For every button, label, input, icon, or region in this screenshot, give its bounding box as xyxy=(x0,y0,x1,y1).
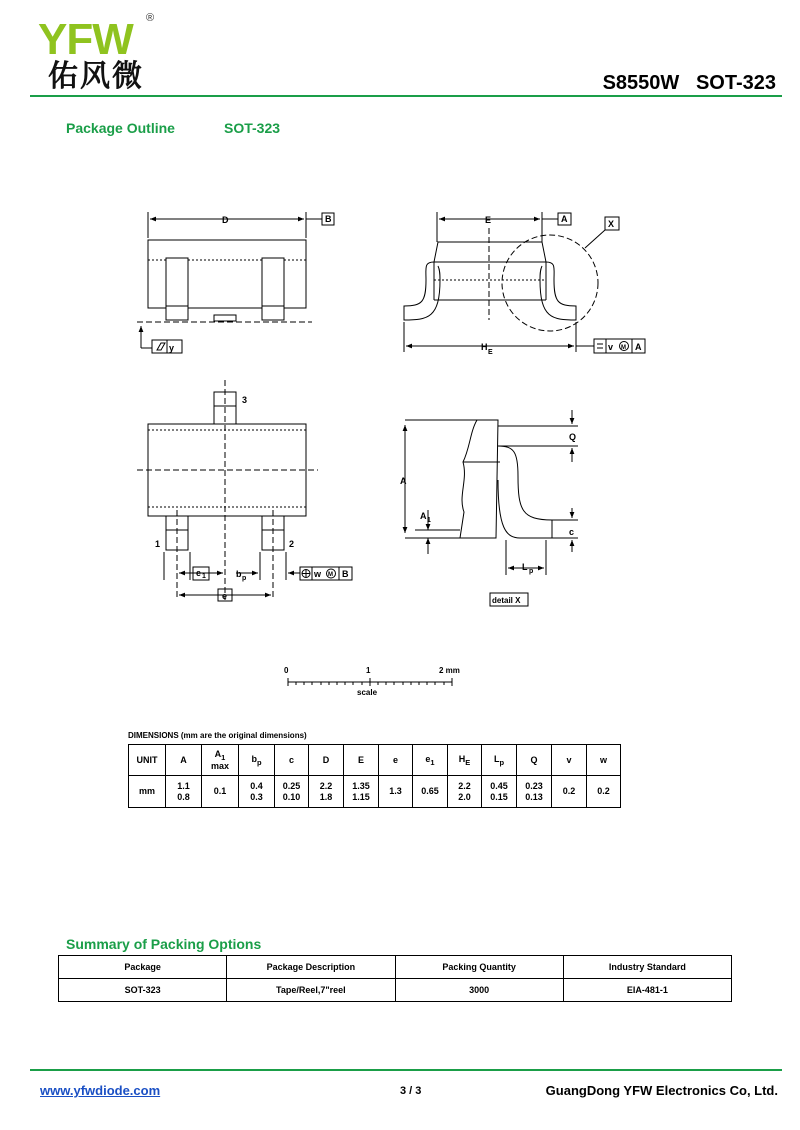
cell-package-description: Tape/Reel,7"reel xyxy=(227,979,395,1002)
website-link[interactable]: www.yfwdiode.com xyxy=(40,1083,161,1098)
label-A1-sub: 1 xyxy=(427,517,431,524)
label-B-ref: B xyxy=(342,569,349,579)
th-HE: $H_E$ xyxy=(448,745,482,776)
scale-1: 1 xyxy=(366,666,371,675)
label-w: w xyxy=(314,569,322,579)
cell-HE: 2.2 2.0 xyxy=(448,776,482,808)
table-header-row xyxy=(129,745,621,776)
scale-0: 0 xyxy=(284,666,289,675)
cell-Lp: 0.45 0.15 xyxy=(482,776,517,808)
label-bp: b xyxy=(236,569,242,579)
th-A1: $A_1$ max xyxy=(202,745,239,776)
label-Lp: L xyxy=(522,562,528,572)
label-A-ref: A xyxy=(635,342,642,352)
cell-e1: 0.65 xyxy=(413,776,448,808)
label-pin2: 2 xyxy=(289,539,295,549)
label-bp-sub: p xyxy=(242,575,247,582)
label-M-v: M xyxy=(621,345,626,351)
label-e1: e xyxy=(196,568,202,578)
label-pin3: 3 xyxy=(242,395,248,405)
th-bp: $b_p$ xyxy=(239,745,275,776)
label-A-datum: A xyxy=(561,214,568,224)
label-detail-x: detail X xyxy=(492,596,521,605)
page-number: 3 / 3 xyxy=(400,1085,422,1097)
th-E: E xyxy=(344,745,379,776)
label-e: e xyxy=(222,591,228,601)
cell-Q: 0.23 0.13 xyxy=(517,776,552,808)
th-package: Package xyxy=(59,956,227,979)
cell-package: SOT-323 xyxy=(59,979,227,1002)
packing-table xyxy=(58,955,732,1002)
cell-A1: 0.1 xyxy=(202,776,239,808)
label-A1: A xyxy=(420,511,427,521)
cell-e: 1.3 xyxy=(379,776,413,808)
outline-package: SOT-323 xyxy=(224,120,281,136)
cell-c: 0.25 0.10 xyxy=(275,776,309,808)
th-Q: Q xyxy=(517,745,552,776)
logo: YFW xyxy=(38,15,133,64)
label-pin1: 1 xyxy=(155,539,161,549)
th-package-description: Package Description xyxy=(227,956,395,979)
label-X: X xyxy=(608,219,615,229)
table-row xyxy=(59,979,732,1002)
cell-w: 0.2 xyxy=(587,776,621,808)
th-industry-standard: Industry Standard xyxy=(563,956,731,979)
th-v: v xyxy=(552,745,587,776)
cell-industry-standard: EIA-481-1 xyxy=(563,979,731,1002)
scale-label: scale xyxy=(357,688,378,697)
label-A: A xyxy=(400,476,407,486)
label-E: E xyxy=(485,215,492,225)
th-c: c xyxy=(275,745,309,776)
th-e1: $e_1$ xyxy=(413,745,448,776)
th-Lp: $L_p$ xyxy=(482,745,517,776)
label-D: D xyxy=(222,215,229,225)
cell-unit: mm xyxy=(129,776,166,808)
cell-E: 1.35 1.15 xyxy=(344,776,379,808)
dimensions-title: DIMENSIONS (mm are the original dimensions) xyxy=(128,731,307,740)
th-packing-quantity: Packing Quantity xyxy=(395,956,563,979)
part-title: S8550W SOT-323 xyxy=(602,72,776,94)
label-v: v xyxy=(608,342,614,352)
th-D: D xyxy=(309,745,344,776)
th-unit: UNIT xyxy=(129,745,166,776)
label-HE-sub: E xyxy=(488,349,493,356)
label-HE: H xyxy=(481,342,488,352)
label-c: c xyxy=(569,527,575,537)
dimensions-table xyxy=(128,744,621,808)
cell-D: 2.2 1.8 xyxy=(309,776,344,808)
table-header-row xyxy=(59,956,732,979)
label-y: y xyxy=(169,343,175,353)
label-M-w: M xyxy=(328,572,333,578)
label-Q: Q xyxy=(569,432,577,442)
outline-title: Package Outline xyxy=(66,120,175,136)
label-e1-sub: 1 xyxy=(202,573,206,580)
table-row xyxy=(129,776,621,808)
label-Lp-sub: p xyxy=(529,568,534,575)
cell-A: 1.1 0.8 xyxy=(166,776,202,808)
cell-v: 0.2 xyxy=(552,776,587,808)
cell-bp: 0.4 0.3 xyxy=(239,776,275,808)
scale-2: 2 mm xyxy=(439,666,460,675)
logo-chinese: 佑风微 xyxy=(48,59,144,94)
th-w: w xyxy=(587,745,621,776)
footer-rule xyxy=(30,1069,782,1071)
label-B: B xyxy=(325,214,332,224)
cell-packing-quantity: 3000 xyxy=(395,979,563,1002)
company-name: GuangDong YFW Electronics Co, Ltd. xyxy=(545,1083,778,1098)
th-A: A xyxy=(166,745,202,776)
registered-mark: ® xyxy=(146,12,155,24)
packing-title: Summary of Packing Options xyxy=(66,936,262,952)
th-e: e xyxy=(379,745,413,776)
